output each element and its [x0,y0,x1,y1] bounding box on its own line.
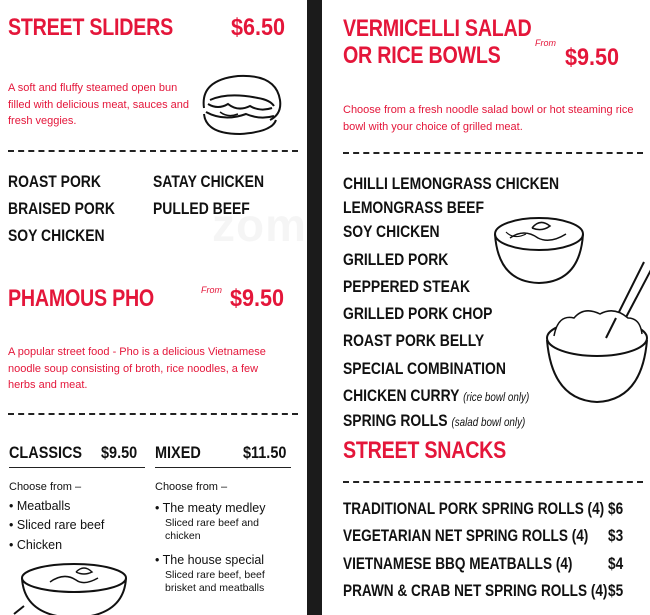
street-sliders-price: $6.50 [231,14,286,41]
slider-item-satay-chicken: SATAY CHICKEN [153,172,265,191]
bowl-item: SPECIAL COMBINATION [343,359,506,378]
snack-item: PRAWN & CRAB NET SPRING ROLLS (4) [343,581,608,600]
classics-price: $9.50 [101,443,138,462]
bun-slider-icon [198,70,284,140]
snack-price: $4 [608,554,624,573]
snack-price: $5 [608,581,624,600]
pho-from-label: From [201,285,222,295]
section-divider [343,481,643,483]
snack-item: VEGETARIAN NET SPRING ROLLS (4) [343,526,589,545]
street-sliders-description: A soft and fluffy steamed open bun filled with delicious meat, sauces and fresh veggies. [8,82,189,127]
snack-item: VIETNAMESE BBQ MEATBALLS (4) [343,554,573,573]
watermark [212,198,307,252]
mixed-option-detail: Sliced rare beef and chicken [165,517,259,542]
pho-description: A popular street food - Pho is a delicious Vietnamese noodle soup consisting of broth, rice noodles, a few herbs and meat. [8,346,266,391]
bowl-item: LEMONGRASS BEEF [343,198,484,217]
classics-option: • Chicken [9,538,63,552]
bowl-item: GRILLED PORK [343,250,449,269]
bowl-item: CHICKEN CURRY (rice bowl only) [343,386,530,405]
classics-title: CLASSICS [9,443,83,462]
bowl-item: SPRING ROLLS (salad bowl only) [343,411,526,430]
slider-item-roast-pork: ROAST PORK [8,172,101,191]
mixed-underline [155,467,291,468]
phamous-pho-title: PHAMOUS PHO [8,285,155,312]
classics-option: • Meatballs [9,499,71,513]
mixed-price: $11.50 [243,443,287,462]
slider-item-soy-chicken: SOY CHICKEN [8,226,105,245]
bowls-title-line1: VERMICELLI SALAD [343,15,532,42]
slider-item-braised-pork: BRAISED PORK [8,199,115,218]
bowl-item: CHILLI LEMONGRASS CHICKEN [343,174,560,193]
phamous-pho-price: $9.50 [230,285,285,312]
classics-option: • Sliced rare beef [9,518,105,532]
mixed-title: MIXED [155,443,201,462]
bowls-price: $9.50 [565,44,620,71]
section-divider [8,413,298,415]
street-sliders-title: STREET SLIDERS [8,14,173,41]
bowl-item: PEPPERED STEAK [343,277,471,296]
slider-item-pulled-beef: PULLED BEEF [153,199,250,218]
bowl-item: GRILLED PORK CHOP [343,304,493,323]
pho-bowl-icon [14,558,134,615]
bowl-item: ROAST PORK BELLY [343,331,485,350]
snack-item: TRADITIONAL PORK SPRING ROLLS (4) [343,499,605,518]
mixed-option-detail: Sliced rare beef, beef brisket and meatballs [165,569,265,594]
mixed-option: • The house special [155,553,265,567]
bowls-from-label: From [535,38,556,48]
bowls-title-line2: OR RICE BOWLS [343,42,501,69]
right-menu-page [322,0,650,615]
section-divider [343,152,643,154]
mixed-option: • The meaty medley [155,501,266,515]
classics-choose-label: Choose from – [9,481,82,493]
bowl-item: SOY CHICKEN [343,222,440,241]
rice-bowl-chopsticks-icon [544,260,650,410]
snack-price: $6 [608,499,624,518]
section-divider [8,150,298,152]
street-snacks-title: STREET SNACKS [343,437,507,464]
left-menu-page [0,0,307,615]
mixed-choose-label: Choose from – [155,481,228,493]
classics-underline [9,467,145,468]
bowls-description: Choose from a fresh noodle salad bowl or hot steaming rice bowl with your choice of grilled meat. [343,104,634,133]
snack-price: $3 [608,526,624,545]
